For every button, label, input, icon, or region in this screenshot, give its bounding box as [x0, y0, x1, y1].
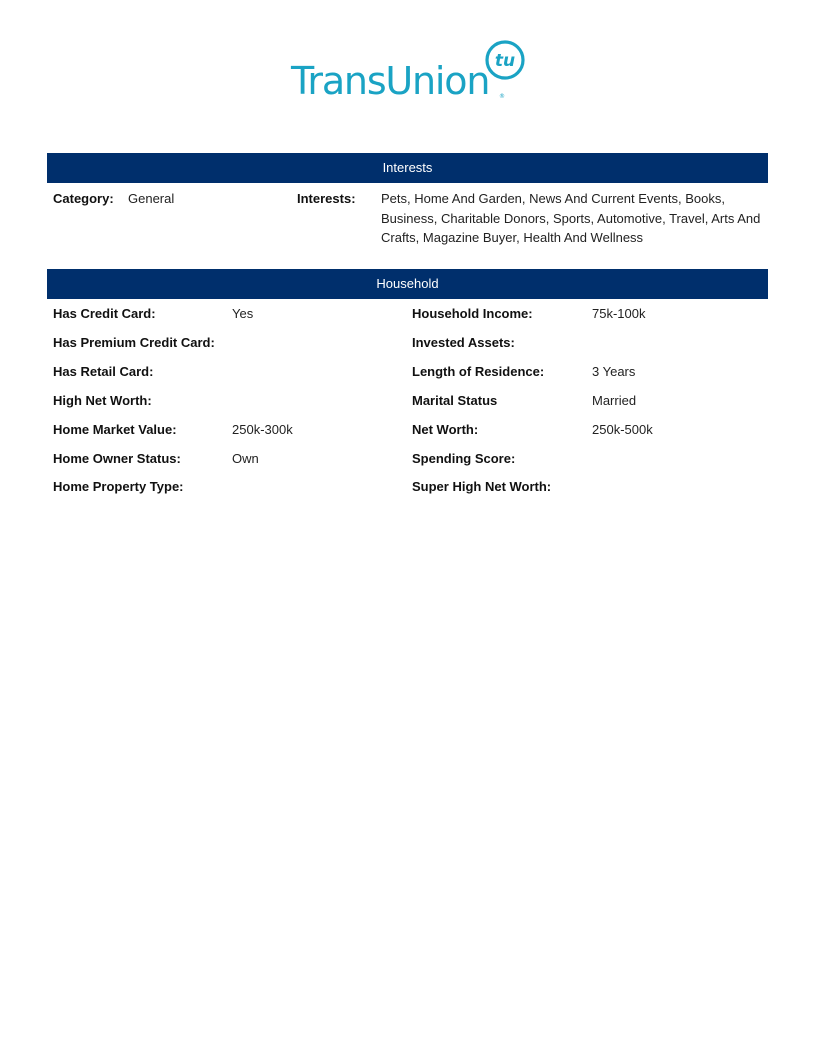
has-credit-card-value: Yes	[232, 306, 254, 321]
tu-badge-icon	[483, 38, 527, 82]
length-of-residence-label: Length of Residence:	[412, 364, 545, 379]
interests-section-header: Interests	[47, 153, 768, 183]
household-section-header: Household	[47, 269, 768, 299]
has-credit-card-label: Has Credit Card:	[53, 306, 156, 321]
household-income-label: Household Income:	[412, 306, 533, 321]
net-worth-value: 250k-500k	[592, 422, 653, 437]
registered-mark: ®	[499, 93, 505, 100]
tu-badge-text: tu	[494, 51, 516, 71]
category-label: Category:	[53, 191, 114, 206]
home-owner-status-value: Own	[232, 451, 259, 466]
household-income-value: 75k-100k	[592, 306, 646, 321]
marital-status-label: Marital Status	[412, 393, 498, 408]
transunion-logo	[291, 38, 531, 104]
has-retail-card-label: Has Retail Card:	[53, 364, 154, 379]
has-premium-credit-card-label: Has Premium Credit Card:	[53, 335, 215, 350]
logo-wordmark: TransUnion	[291, 59, 490, 103]
length-of-residence-value: 3 Years	[592, 364, 636, 379]
super-high-net-worth-label: Super High Net Worth:	[412, 479, 552, 494]
home-owner-status-label: Home Owner Status:	[53, 451, 181, 466]
marital-status-value: Married	[592, 393, 637, 408]
net-worth-label: Net Worth:	[412, 422, 479, 437]
home-market-value-value: 250k-300k	[232, 422, 293, 437]
category-value: General	[128, 191, 175, 206]
spending-score-label: Spending Score:	[412, 451, 516, 466]
interests-value: Pets, Home And Garden, News And Current Events, Books, Business, Charitable Donors, Sports, Automotive, Travel, Arts And Crafts, Magazine Buyer, Health And Wellness	[381, 191, 761, 245]
interests-label: Interests:	[297, 191, 356, 206]
home-property-type-label: Home Property Type:	[53, 479, 184, 494]
high-net-worth-label: High Net Worth:	[53, 393, 152, 408]
invested-assets-label: Invested Assets:	[412, 335, 515, 350]
home-market-value-label: Home Market Value:	[53, 422, 177, 437]
